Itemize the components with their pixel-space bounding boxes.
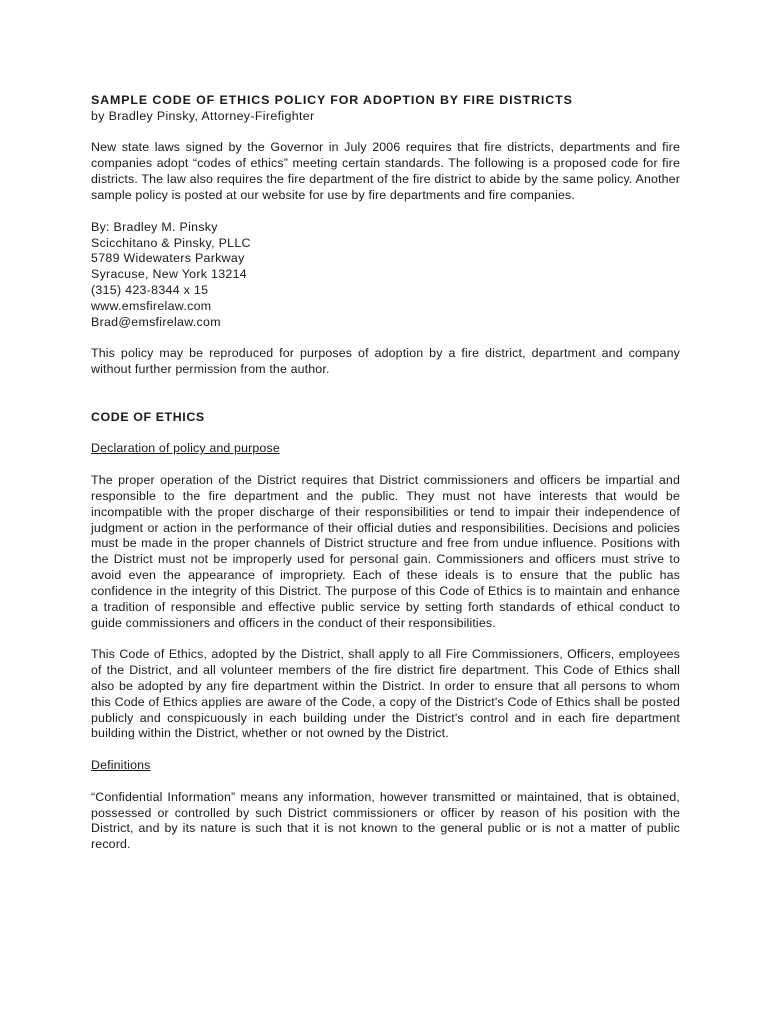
- street-address: 5789 Widewaters Parkway: [91, 251, 245, 266]
- author-contact-block: [91, 220, 680, 331]
- declaration-paragraph-2: This Code of Ethics, adopted by the District, shall apply to all Fire Commissioners, Officers, employees of the District, and all volunteer members of the fire district fire department. This Code of Ethics shall also be adopted by any fire department within the District. In order to ensure that all persons to whom this Code of Ethics applies are aware of the Code, a copy of the District's Code of Ethics shall be posted publicly and conspicuously in each building under the District's control and in each fire department building within the District, whether or not owned by the District.: [91, 647, 680, 741]
- section-title: CODE OF ETHICS: [91, 409, 205, 424]
- reproduction-note: This policy may be reproduced for purposes of adoption by a fire district, department and company without further permission from the author.: [91, 346, 680, 377]
- city-state-zip: Syracuse, New York 13214: [91, 267, 247, 282]
- author-name: By: Bradley M. Pinsky: [91, 219, 218, 234]
- declaration-heading: Declaration of policy and purpose: [91, 441, 280, 456]
- document-byline: by Bradley Pinsky, Attorney-Firefighter: [91, 108, 315, 123]
- phone-number: (315) 423-8344 x 15: [91, 283, 209, 298]
- intro-paragraph: New state laws signed by the Governor in July 2006 requires that fire districts, departments and fire companies adopt “codes of ethics” meeting certain standards. The following is a proposed code for fire districts. The law also requires the fire department of the fire district to abide by the same policy. Another sample policy is posted at our website for use by fire departments and fire companies.: [91, 140, 680, 203]
- document-body: [91, 93, 680, 853]
- website: www.emsfirelaw.com: [91, 298, 212, 313]
- definition-confidential-information: “Confidential Information” means any information, however transmitted or maintained, that is obtained, possessed or controlled by such District commissioners or officer by reason of his position with the District, and by its nature is such that it is not known to the general public or is not a matter of public record.: [91, 789, 680, 852]
- declaration-paragraph-1: The proper operation of the District requires that District commissioners and officers be impartial and responsible to the fire department and the public. They must not have interests that would be incompatible with the proper discharge of their responsibilities or tend to impair their independence of judgment or action in the performance of their official duties and responsibilities. Decisions and policies must be made in the proper channels of District structure and free from undue influence. Positions with the District must not be improperly used for personal gain. Commissioners and officers must strive to avoid even the appearance of impropriety. Each of these ideals is to ensure that the public has confidence in the integrity of this District. The purpose of this Code of Ethics is to maintain and enhance a tradition of responsible and effective public service by setting forth standards of ethical conduct to guide commissioners and officers in the conduct of their responsibilities.: [91, 473, 680, 630]
- definitions-heading: Definitions: [91, 758, 151, 773]
- email-address: Brad@emsfirelaw.com: [91, 314, 221, 329]
- document-title: SAMPLE CODE OF ETHICS POLICY FOR ADOPTION BY FIRE DISTRICTS: [91, 93, 573, 107]
- firm-name: Scicchitano & Pinsky, PLLC: [91, 235, 251, 250]
